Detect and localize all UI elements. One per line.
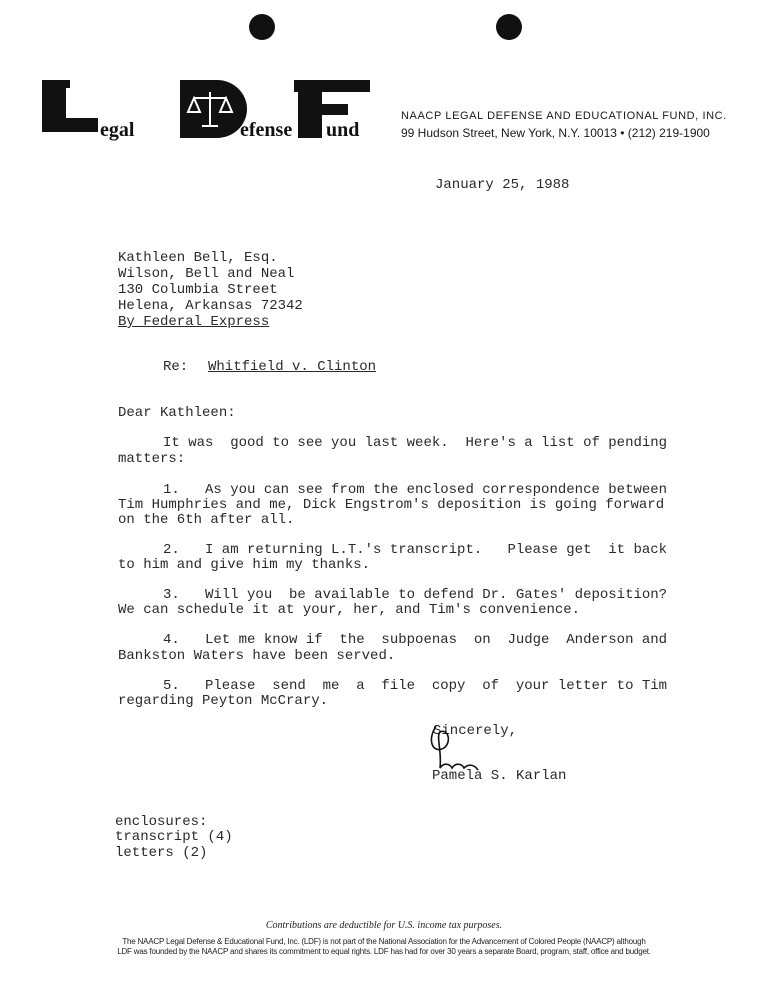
recipient-street: 130 Columbia Street — [118, 282, 278, 298]
recipient-firm: Wilson, Bell and Neal — [118, 266, 295, 282]
disclaimer-line-2: LDF was founded by the NAACP and shares its commitment to equal rights. LDF has had for over 30 years a separate Board, program, staff, office and budget. — [117, 947, 651, 956]
enclosure-item: transcript (4) — [115, 829, 233, 845]
org-name: NAACP LEGAL DEFENSE AND EDUCATIONAL FUND, INC. — [401, 110, 727, 122]
recipient-name: Kathleen Bell, Esq. — [118, 250, 278, 266]
enclosure-item: letters (2) — [115, 845, 208, 861]
closing: Sincerely, — [433, 723, 518, 739]
item-1-line-2: Tim Humphries and me, Dick Engstrom's deposition is going forward — [118, 497, 665, 513]
salutation: Dear Kathleen: — [118, 405, 236, 421]
item-2-line-2: to him and give him my thanks. — [118, 557, 371, 573]
org-address: 99 Hudson Street, New York, N.Y. 10013 • (212) 219-1900 — [401, 126, 710, 140]
punch-hole-right — [496, 14, 522, 40]
re-label: Re: — [163, 359, 189, 375]
enclosures-label: enclosures: — [115, 814, 208, 830]
disclaimer-line-1: The NAACP Legal Defense & Educational Fund, Inc. (LDF) is not part of the National Association for the Advancement of Colored People (NAACP) although — [122, 937, 646, 946]
svg-text:und: und — [326, 119, 360, 141]
item-1-line-1: 1. As you can see from the enclosed correspondence between — [163, 482, 668, 498]
item-4-line-2: Bankston Waters have been served. — [118, 648, 396, 664]
intro-line-2: matters: — [118, 451, 186, 467]
contributions-note: Contributions are deductible for U.S. income tax purposes. — [265, 920, 503, 931]
re-case: Whitfield v. Clinton — [208, 359, 377, 375]
item-4-line-1: 4. Let me know if the subpoenas on Judge Anderson and — [163, 632, 668, 648]
item-3-line-2: We can schedule it at your, her, and Tim's convenience. — [118, 602, 581, 618]
recipient-city: Helena, Arkansas 72342 — [118, 298, 303, 314]
item-5-line-2: regarding Peyton McCrary. — [118, 693, 329, 709]
intro-line-1: It was good to see you last week. Here's a list of pending — [163, 435, 668, 451]
org-header — [401, 110, 727, 140]
svg-text:efense: efense — [240, 119, 293, 141]
signer-name: Pamela S. Karlan — [432, 768, 567, 784]
punch-hole-left — [249, 14, 275, 40]
item-3-line-1: 3. Will you be available to defend Dr. Gates' deposition? — [163, 587, 668, 603]
item-1-line-3: on the 6th after all. — [118, 512, 295, 528]
item-2-line-1: 2. I am returning L.T.'s transcript. Please get it back — [163, 542, 668, 558]
disclaimer — [0, 937, 768, 957]
delivery-method: By Federal Express — [118, 314, 270, 330]
ldf-logo — [42, 80, 382, 142]
letter-date: January 25, 1988 — [435, 177, 570, 193]
item-5-line-1: 5. Please send me a file copy of your letter to Tim — [163, 678, 668, 694]
svg-text:egal: egal — [100, 119, 135, 141]
